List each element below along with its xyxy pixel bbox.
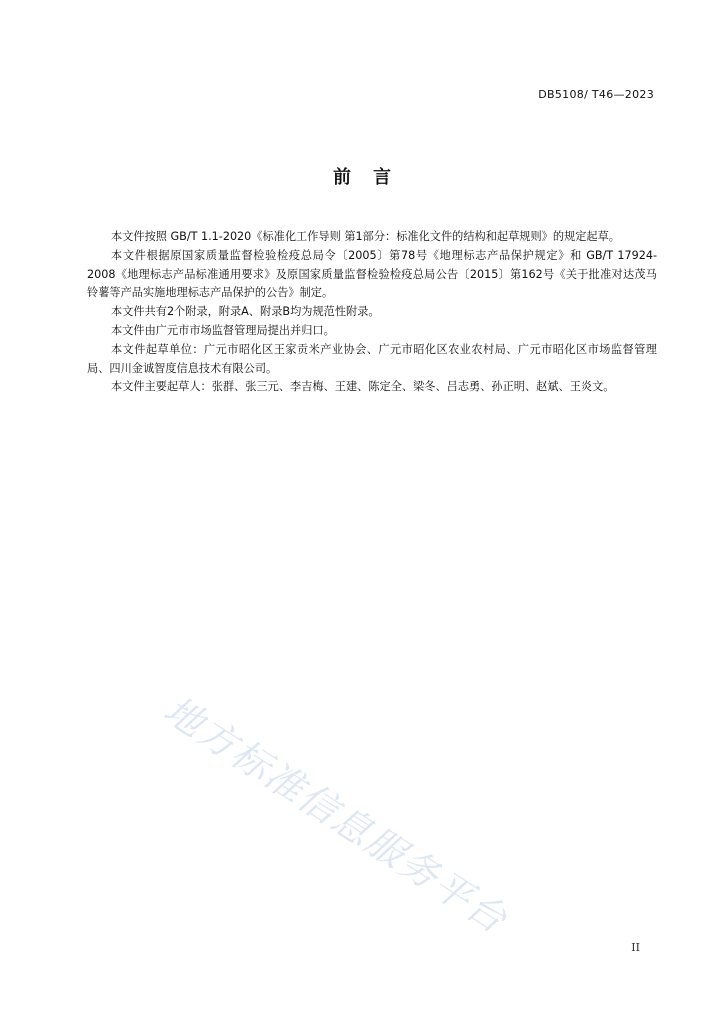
paragraph-proposer: 本文件由广元市市场监督管理局提出并归口。	[111, 323, 335, 337]
paragraph-drafters: 本文件主要起草人：张群、张三元、李吉梅、王建、陈定全、梁冬、吕志勇、孙正明、赵斌、王炎文。	[111, 380, 615, 394]
page-number: II	[631, 941, 640, 954]
paragraph-appendices: 本文件共有2个附录，附录A、附录B均为规范性附录。	[111, 305, 380, 319]
watermark: 地方标准信息服务平台	[156, 687, 516, 943]
page-title: 前言	[333, 167, 413, 188]
paragraph-drafting-units: 本文件起草单位：广元市昭化区王家贡米产业协会、广元市昭化区农业农村局、广元市昭化区市场监督管理局、四川金诚智度信息技术有限公司。	[87, 342, 657, 375]
foreword-body	[87, 228, 657, 397]
document-code: DB5108/ T46—2023	[538, 88, 654, 101]
paragraph-legal-basis: 本文件根据原国家质量监督检验检疫总局令〔2005〕第78号《地理标志产品保护规定》和 GB/T 17924-2008《地理标志产品标准通用要求》及原国家质量监督检验检疫总局公告〔2015〕第162号《关于批准对达茂马铃薯等产品实施地理标志产品保护的公告》制定。	[87, 248, 657, 300]
paragraph-drafting-rules: 本文件按照 GB/T 1.1-2020《标准化工作导则 第1部分：标准化文件的结构和起草规则》的规定起草。	[111, 230, 620, 243]
